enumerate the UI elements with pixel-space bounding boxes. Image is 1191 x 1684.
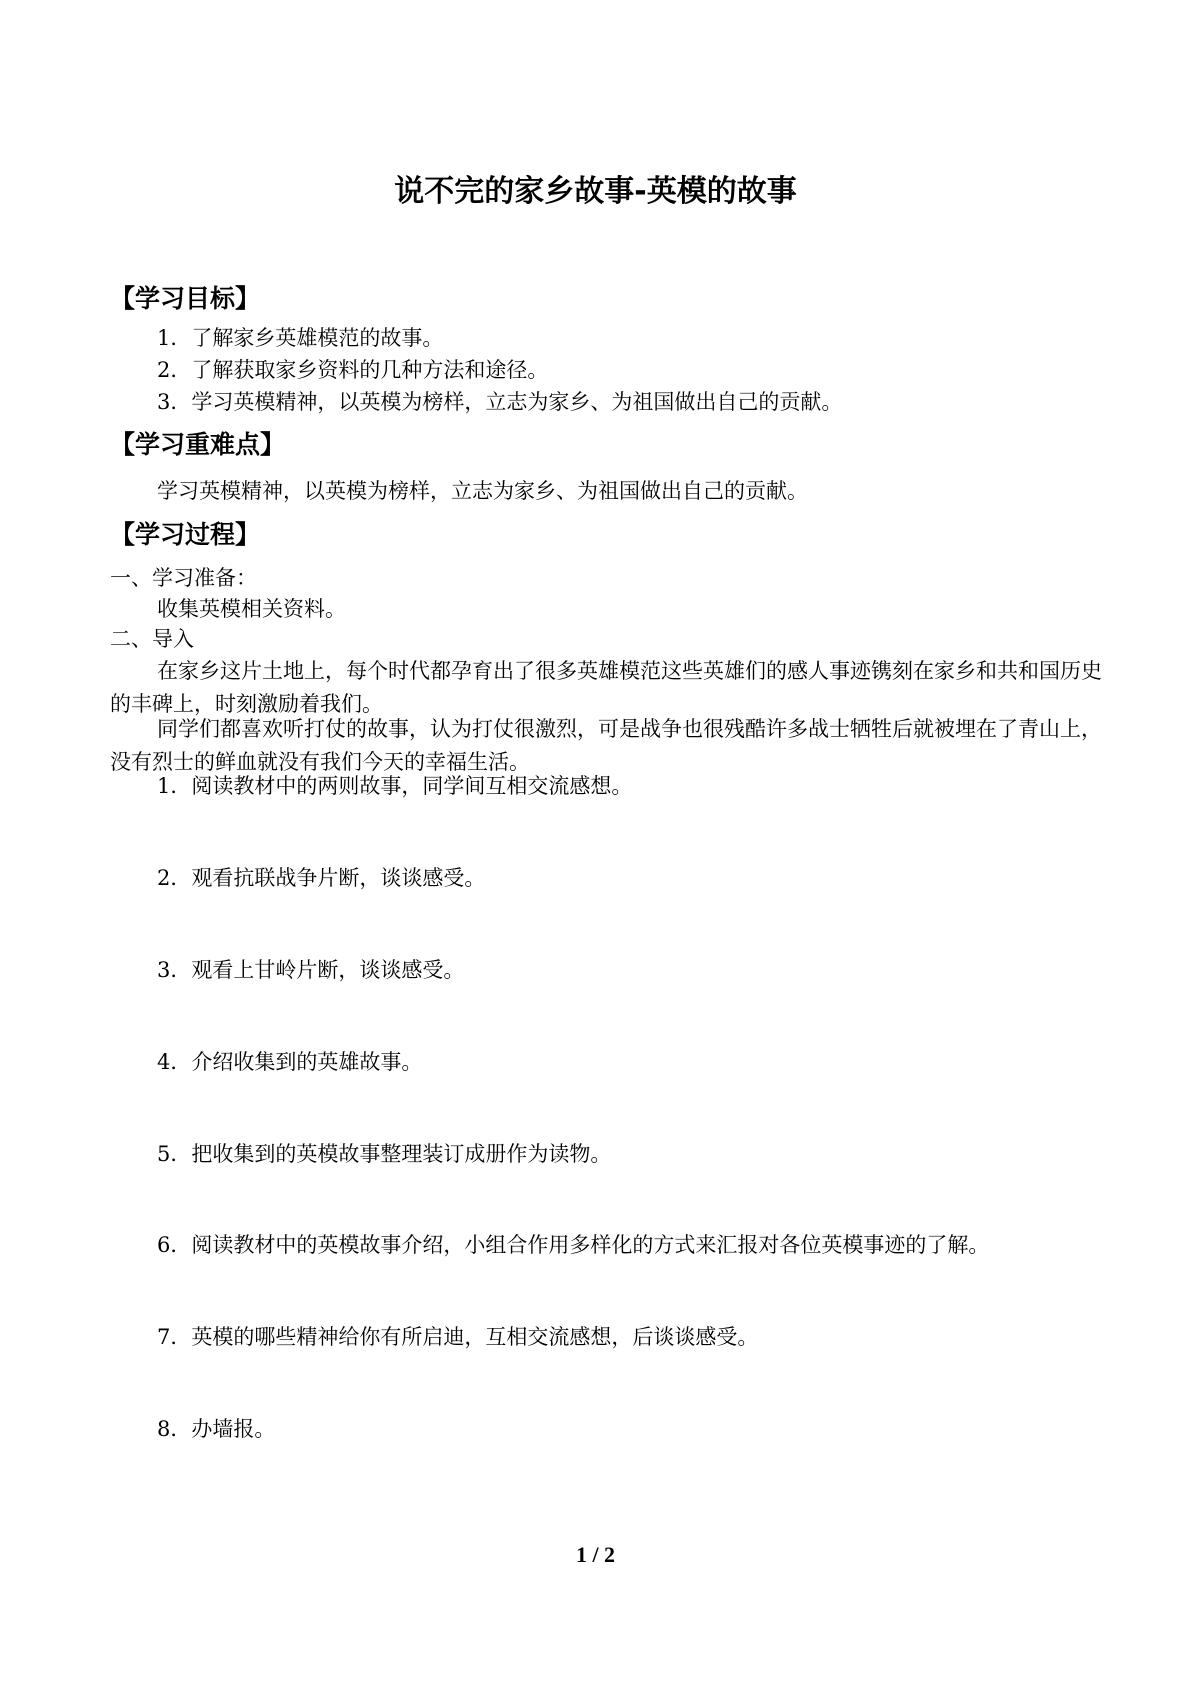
process-step: 3．观看上甘岭片断，谈谈感受。 (157, 958, 465, 982)
process-step: 6．阅读教材中的英模故事介绍，小组合作用多样化的方式来汇报对各位英模事迹的了解。 (157, 1233, 990, 1257)
process-part2-label: 二、导入 (110, 627, 194, 651)
process-step: 1．阅读教材中的两则故事，同学间互相交流感想。 (157, 774, 633, 798)
intro-paragraph: 在家乡这片土地上，每个时代都孕育出了很多英雄模范这些英雄们的感人事迹镌刻在家乡和共和国历史的丰碑上，时刻激励着我们。 (110, 659, 1102, 716)
process-step: 2．观看抗联战争片断，谈谈感受。 (157, 866, 486, 890)
document-title: 说不完的家乡故事-英模的故事 (394, 174, 797, 209)
process-part1-text: 收集英模相关资料。 (157, 597, 346, 621)
key-points-text: 学习英模精神，以英模为榜样，立志为家乡、为祖国做出自己的贡献。 (157, 479, 808, 503)
section-heading-process: 【学习过程】 (110, 520, 261, 549)
goal-item: 3．学习英模精神，以英模为榜样，立志为家乡、为祖国做出自己的贡献。 (157, 390, 843, 414)
intro-paragraph: 同学们都喜欢听打仗的故事，认为打仗很激烈，可是战争也很残酷许多战士牺牲后就被埋在了青山上，没有烈士的鲜血就没有我们今天的幸福生活。 (110, 717, 1102, 774)
process-part1-label: 一、学习准备： (110, 566, 257, 590)
process-step: 4．介绍收集到的英雄故事。 (157, 1050, 423, 1074)
section-heading-key-points: 【学习重难点】 (110, 430, 286, 459)
process-step: 5．把收集到的英模故事整理装订成册作为读物。 (157, 1142, 612, 1166)
page-number: 1 / 2 (575, 1542, 616, 1567)
goal-item: 1．了解家乡英雄模范的故事。 (157, 326, 444, 350)
section-heading-goals: 【学习目标】 (110, 284, 261, 313)
process-step: 7．英模的哪些精神给你有所启迪，互相交流感想，后谈谈感受。 (157, 1325, 759, 1349)
process-step: 8．办墙报。 (157, 1417, 276, 1441)
goal-item: 2．了解获取家乡资料的几种方法和途径。 (157, 358, 549, 382)
